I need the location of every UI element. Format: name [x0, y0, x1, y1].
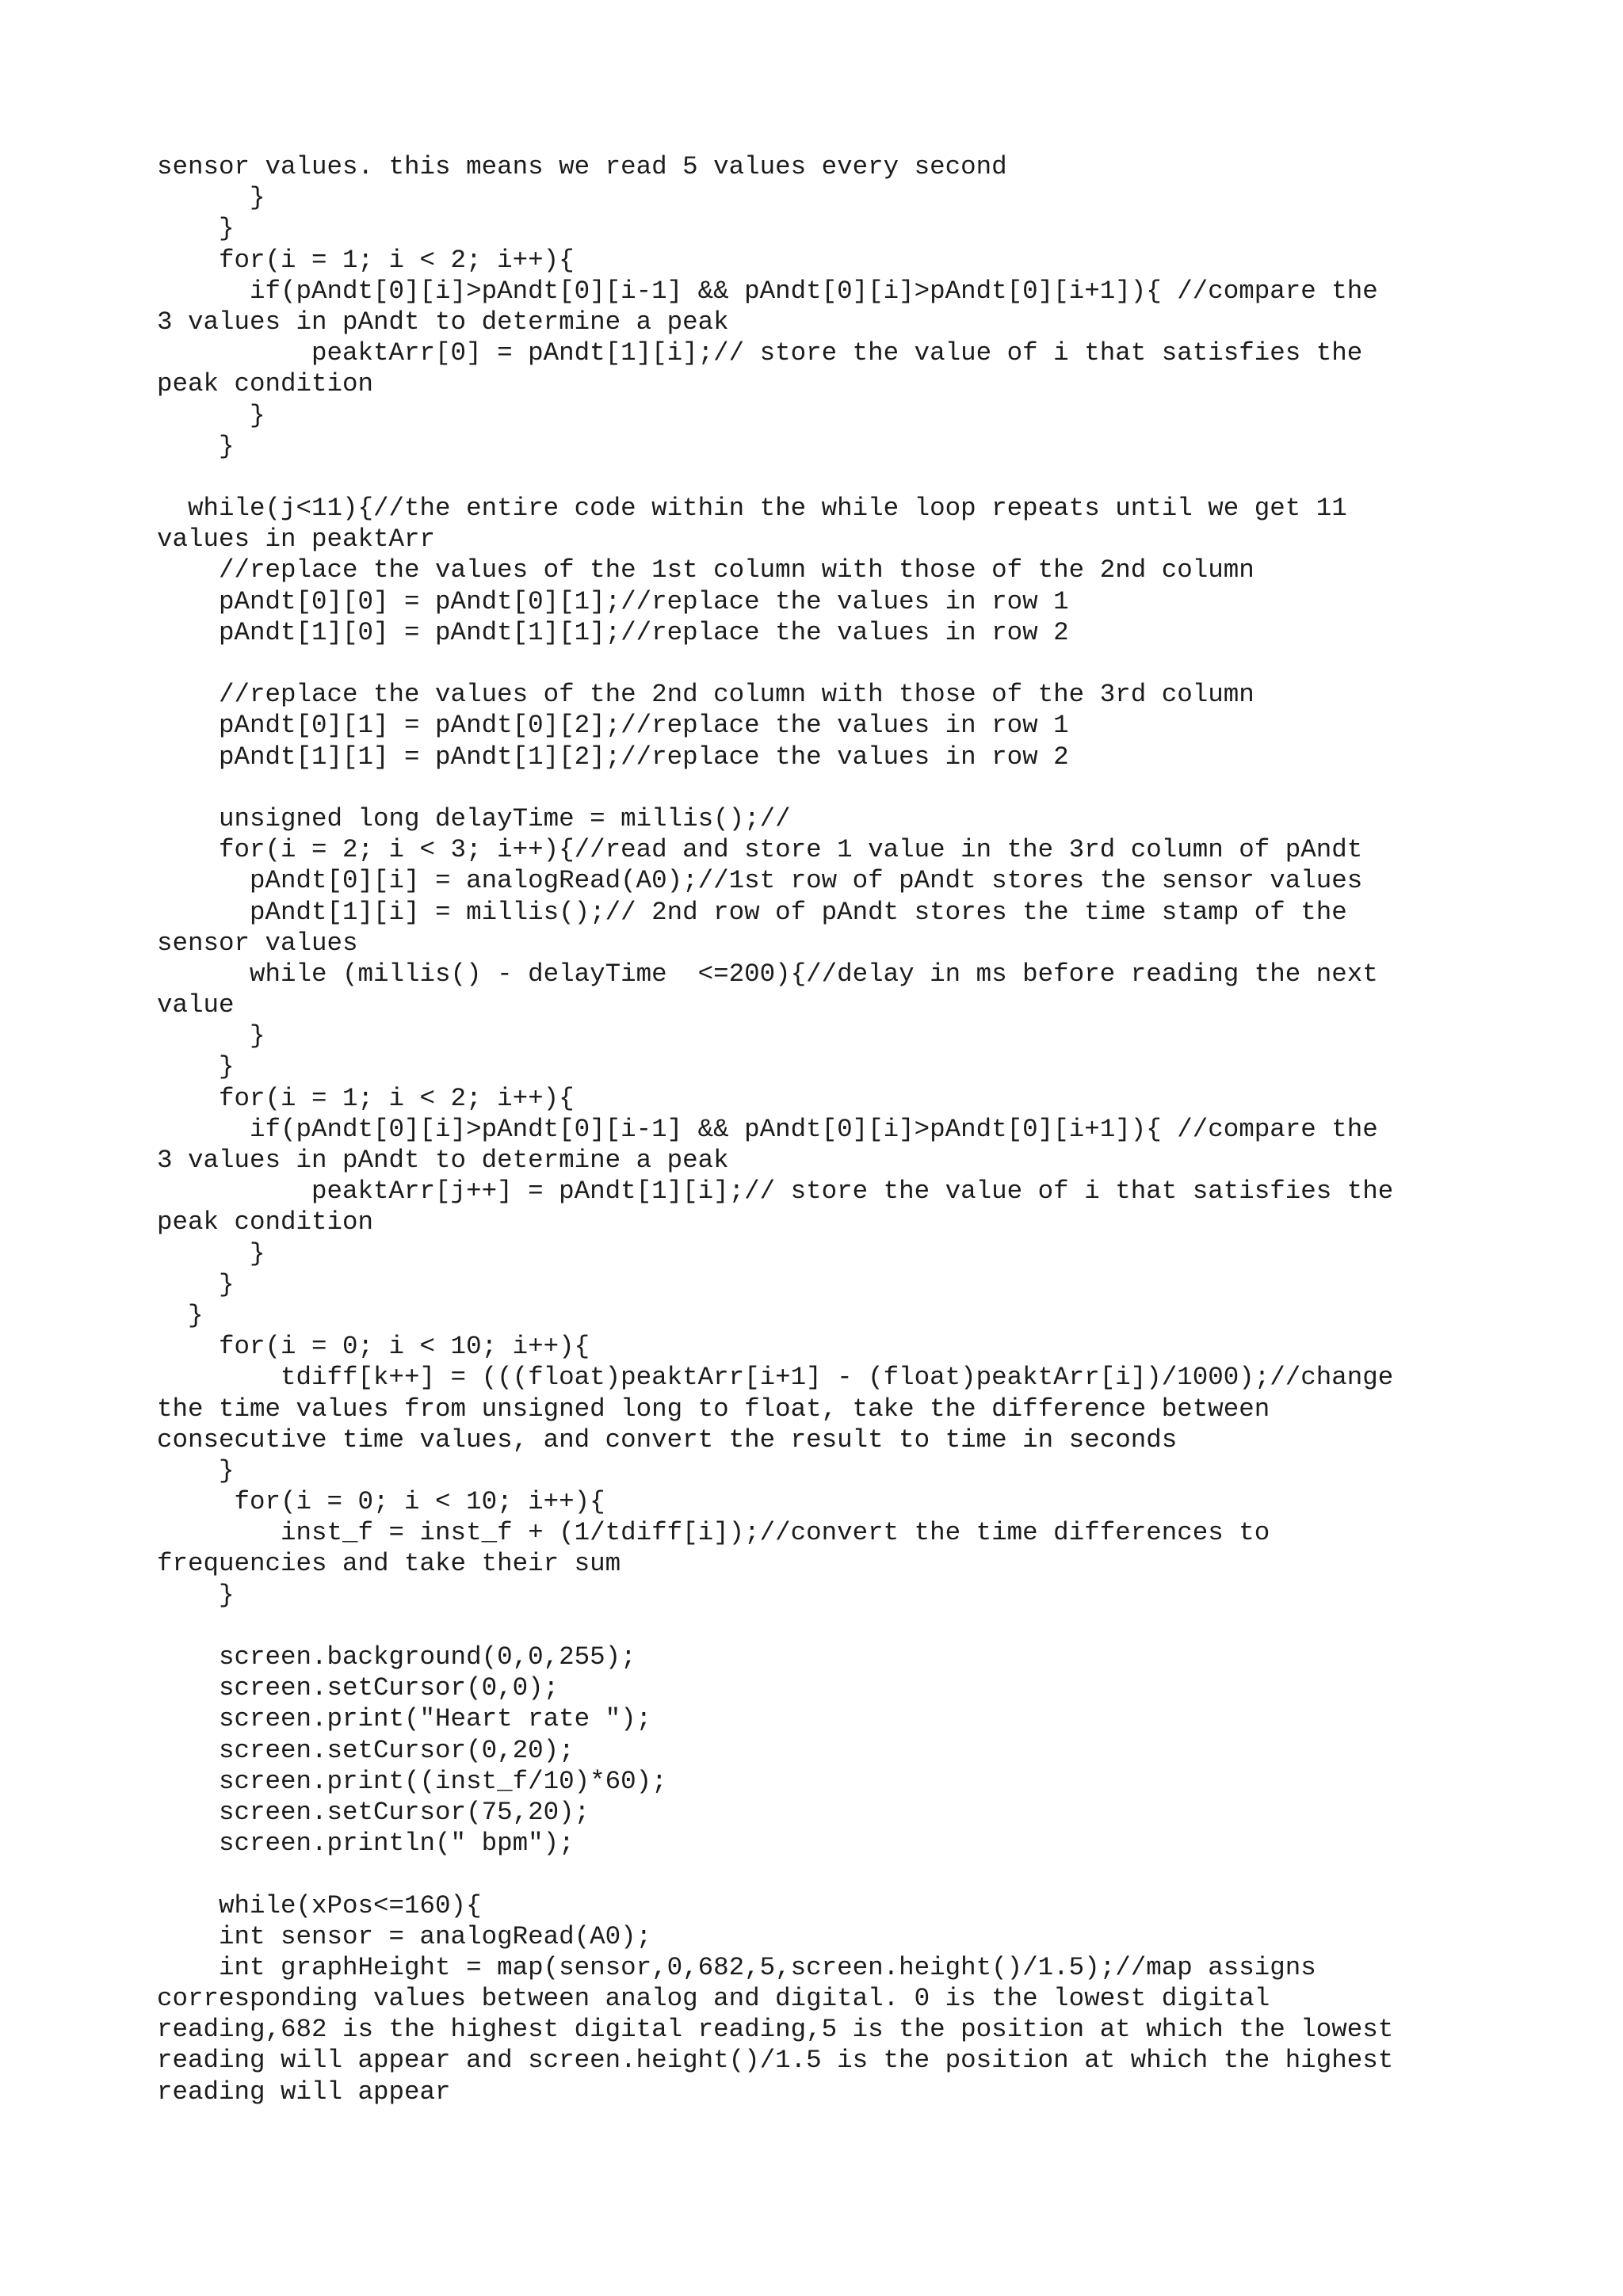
code-line: peak condition: [157, 369, 374, 399]
code-line: }: [157, 1300, 204, 1330]
code-line: screen.setCursor(0,20);: [157, 1735, 575, 1765]
code-line: screen.setCursor(75,20);: [157, 1797, 590, 1827]
code-line: }: [157, 400, 265, 430]
code-line: the time values from unsigned long to float, take the difference between: [157, 1394, 1270, 1424]
code-line: unsigned long delayTime = millis();//: [157, 803, 791, 833]
code-line: }: [157, 431, 235, 461]
code-line: frequencies and take their sum: [157, 1549, 621, 1579]
code-line: }: [157, 1238, 265, 1268]
code-line: screen.print((inst_f/10)*60);: [157, 1766, 667, 1796]
code-line: pAndt[1][1] = pAndt[1][2];//replace the values in row 2: [157, 742, 1069, 772]
code-line: }: [157, 214, 235, 244]
code-line: while(j<11){//the entire code within the while loop repeats until we get 11: [157, 494, 1347, 524]
code-line: corresponding values between analog and digital. 0 is the lowest digital: [157, 1984, 1270, 2014]
code-line: int sensor = analogRead(A0);: [157, 1921, 652, 1951]
code-line: }: [157, 1580, 235, 1610]
code-line: 3 values in pAndt to determine a peak: [157, 1146, 729, 1175]
code-line: pAndt[0][0] = pAndt[0][1];//replace the values in row 1: [157, 586, 1069, 616]
code-line: screen.setCursor(0,0);: [157, 1673, 559, 1703]
code-line: for(i = 2; i < 3; i++){//read and store 1 value in the 3rd column of pAndt: [157, 835, 1363, 865]
code-line: //replace the values of the 1st column with those of the 2nd column: [157, 555, 1254, 585]
code-line: //replace the values of the 2nd column with those of the 3rd column: [157, 680, 1254, 710]
code-line: peaktArr[0] = pAndt[1][i];// store the value of i that satisfies the: [157, 338, 1363, 368]
code-line: reading,682 is the highest digital reading,5 is the position at which the lowest: [157, 2015, 1394, 2045]
code-line: 3 values in pAndt to determine a peak: [157, 307, 729, 337]
code-line: peaktArr[j++] = pAndt[1][i];// store the value of i that satisfies the: [157, 1177, 1394, 1207]
code-line: for(i = 1; i < 2; i++){: [157, 1083, 575, 1113]
code-line: screen.background(0,0,255);: [157, 1642, 636, 1672]
code-line: screen.print("Heart rate ");: [157, 1704, 652, 1734]
code-listing: [157, 151, 1393, 2107]
code-line: [157, 1859, 1393, 1890]
code-line: tdiff[k++] = (((float)peaktArr[i+1] - (float)peaktArr[i])/1000);//change: [157, 1363, 1394, 1393]
code-line: values in peaktArr: [157, 524, 436, 555]
code-line: reading will appear and screen.height()/1.5 is the position at which the highest: [157, 2046, 1394, 2076]
code-line: sensor values: [157, 928, 358, 958]
code-line: }: [157, 1052, 235, 1082]
code-line: while (millis() - delayTime <=200){//delay in ms before reading the next: [157, 959, 1378, 989]
code-line: sensor values. this means we read 5 values every second: [157, 152, 1007, 181]
code-line: peak condition: [157, 1207, 374, 1238]
code-line: int graphHeight = map(sensor,0,682,5,screen.height()/1.5);//map assigns: [157, 1952, 1316, 1982]
code-line: for(i = 0; i < 10; i++){: [157, 1487, 605, 1517]
code-line: }: [157, 1455, 235, 1486]
code-line: }: [157, 1021, 265, 1051]
code-line: while(xPos<=160){: [157, 1890, 482, 1920]
code-line: pAndt[0][1] = pAndt[0][2];//replace the values in row 1: [157, 711, 1069, 741]
code-line: pAndt[1][i] = millis();// 2nd row of pAndt stores the time stamp of the: [157, 897, 1347, 927]
code-line: [157, 648, 1393, 679]
code-line: consecutive time values, and convert the result to time in seconds: [157, 1425, 1178, 1455]
code-line: [157, 1611, 1393, 1642]
code-line: [157, 772, 1393, 803]
code-line: for(i = 1; i < 2; i++){: [157, 245, 575, 275]
code-line: inst_f = inst_f + (1/tdiff[i]);//convert the time differences to: [157, 1518, 1270, 1548]
code-line: if(pAndt[0][i]>pAndt[0][i-1] && pAndt[0][i]>pAndt[0][i+1]){ //compare the: [157, 276, 1378, 306]
code-line: value: [157, 990, 235, 1020]
code-line: reading will appear: [157, 2077, 451, 2107]
code-line: for(i = 0; i < 10; i++){: [157, 1332, 590, 1362]
code-line: }: [157, 1269, 235, 1299]
code-line: pAndt[0][i] = analogRead(A0);//1st row of pAndt stores the sensor values: [157, 866, 1363, 896]
code-line: }: [157, 183, 265, 213]
code-line: if(pAndt[0][i]>pAndt[0][i-1] && pAndt[0][i]>pAndt[0][i+1]){ //compare the: [157, 1114, 1378, 1144]
code-line: screen.println(" bpm");: [157, 1829, 575, 1859]
code-line: [157, 462, 1393, 493]
code-line: pAndt[1][0] = pAndt[1][1];//replace the values in row 2: [157, 617, 1069, 647]
